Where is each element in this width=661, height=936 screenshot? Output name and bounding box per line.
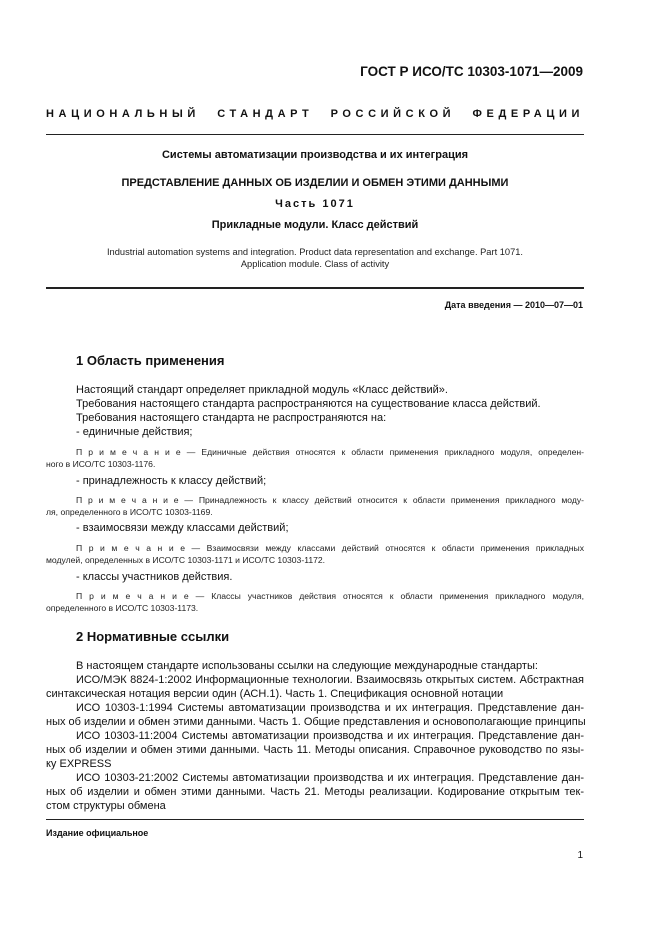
- national-standard-banner: НАЦИОНАЛЬНЫЙ СТАНДАРТ РОССИЙСКОЙ ФЕДЕРАЦИИ: [46, 108, 584, 120]
- note-4-line-2: определенного в ИСО/ТС 10303-1173.: [46, 603, 199, 613]
- note-2-line-2: ля, определенного в ИСО/ТС 10303-1169.: [46, 507, 213, 517]
- note-1-line-2: ного в ИСО/ТС 10303-1176.: [46, 459, 156, 469]
- reference-4-line-3: стом структуры обмена: [46, 800, 166, 812]
- section-1-paragraph-1: Настоящий стандарт определяет прикладной модуль «Класс действий».: [76, 384, 448, 396]
- scope-item-3: - взаимосвязи между классами действий;: [76, 522, 289, 534]
- note-3-line-2: модулей, определенных в ИСО/ТС 10303-1171 и ИСО/ТС 10303-1172.: [46, 555, 326, 565]
- scope-item-2: - принадлежность к классу действий;: [76, 475, 267, 487]
- scope-item-1: - единичные действия;: [76, 426, 193, 438]
- reference-3-line-2: ных об изделии и обмен этими данными. Часть 11. Методы описания. Справочное руководство по язы-: [46, 744, 584, 756]
- english-title-line-1: Industrial automation systems and integration. Product data representation and exchange. Part 1071.: [106, 247, 524, 257]
- reference-2-line-1: ИСО 10303-1:1994 Системы автоматизации производства и их интеграция. Представление дан-: [76, 702, 584, 714]
- reference-1-line-1: ИСО/МЭК 8824-1:2002 Информационные технологии. Взаимосвязь открытых систем. Абстрактная: [76, 674, 584, 686]
- section-2-heading: 2 Нормативные ссылки: [76, 629, 230, 644]
- section-1-paragraph-2: Требования настоящего стандарта распространяются на существование класса действий.: [76, 398, 541, 410]
- title-line-1: Системы автоматизации производства и их интеграция: [161, 149, 469, 161]
- english-title-line-2: Application module. Class of activity: [240, 259, 390, 269]
- title-line-2: ПРЕДСТАВЛЕНИЕ ДАННЫХ ОБ ИЗДЕЛИИ И ОБМЕН ЭТИМИ ДАННЫМИ: [121, 177, 509, 189]
- official-edition-label: Издание официальное: [46, 828, 149, 838]
- reference-2-line-2: ных об изделии и обмен этими данными. Часть 1. Общие представления и основополагающие принципы: [46, 716, 586, 728]
- section-2-intro: В настоящем стандарте использованы ссылки на следующие международные стандарты:: [76, 660, 538, 672]
- note-1-line-1: П р и м е ч а н и е — Единичные действия относятся к области применения прикладного модуля, определен-: [76, 447, 584, 457]
- title-part: Часть 1071: [275, 198, 355, 210]
- scope-item-4: - классы участников действия.: [76, 571, 233, 583]
- document-code: ГОСТ Р ИСО/ТС 10303-1071—2009: [360, 64, 583, 79]
- title-rule: [46, 287, 584, 289]
- page-number: 1: [577, 850, 583, 861]
- note-4-line-1: П р и м е ч а н и е — Классы участников действия относятся к области применения прикладного модуля,: [76, 591, 584, 601]
- section-1-heading: 1 Область применения: [76, 353, 225, 368]
- footer-rule: [46, 819, 584, 820]
- note-3-line-1: П р и м е ч а н и е — Взаимосвязи между классами действий относятся к области применения прикладных: [76, 543, 584, 553]
- reference-3-line-3: ку EXPRESS: [46, 758, 112, 770]
- reference-4-line-2: ных об изделии и обмен этими данными. Часть 21. Методы реализации. Кодирование открытым тек-: [46, 786, 584, 798]
- header-rule: [46, 134, 584, 135]
- note-2-line-1: П р и м е ч а н и е — Принадлежность к классу действий относится к области применения прикладного моду-: [76, 495, 584, 505]
- title-line-4: Прикладные модули. Класс действий: [211, 219, 419, 231]
- reference-4-line-1: ИСО 10303-21:2002 Системы автоматизации производства и их интеграция. Представление дан-: [76, 772, 584, 784]
- reference-1-line-2: синтаксическая нотация версии один (АСН.1). Часть 1. Спецификация основной нотации: [46, 688, 504, 700]
- introduction-date: Дата введения — 2010—07—01: [444, 300, 583, 310]
- section-1-paragraph-3: Требования настоящего стандарта не распространяются на:: [76, 412, 387, 424]
- reference-3-line-1: ИСО 10303-11:2004 Системы автоматизации производства и их интеграция. Представление дан-: [76, 730, 584, 742]
